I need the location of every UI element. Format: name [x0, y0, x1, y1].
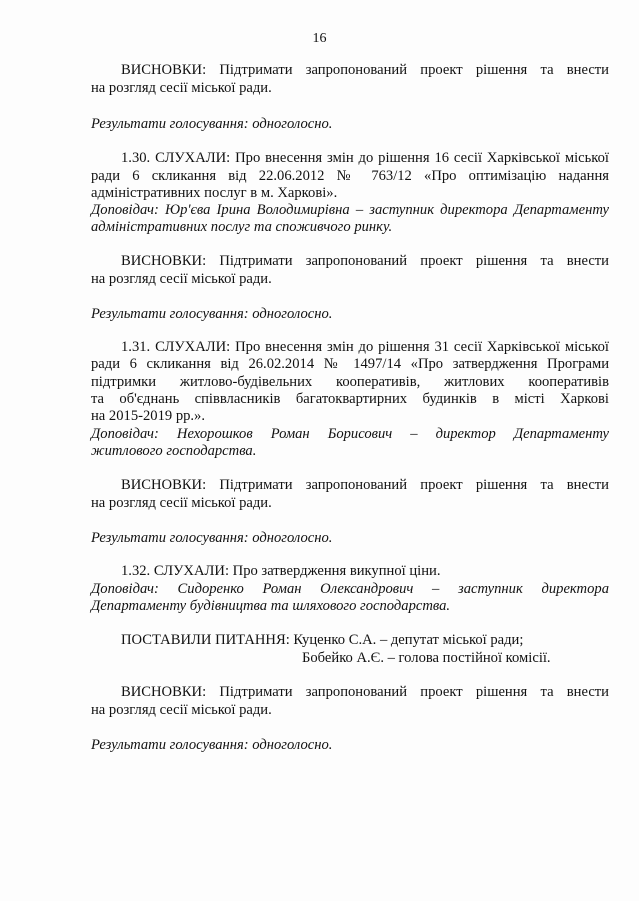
text-line: Результати голосування: одноголосно. — [91, 530, 333, 546]
text-line: Доповідач: Нехорошков Роман Борисович – директор Департаменту — [91, 426, 609, 442]
text-line: на розгляд сесії міської ради. — [91, 495, 272, 511]
text-line: Результати голосування: одноголосно. — [91, 737, 333, 753]
text-line: 1.30. СЛУХАЛИ: Про внесення змін до рішення 16 сесії Харківської міської — [121, 150, 609, 166]
text-line: Доповідач: Сидоренко Роман Олександрович – заступник директора — [91, 581, 609, 597]
text-line: на розгляд сесії міської ради. — [91, 271, 272, 287]
text-line: на розгляд сесії міської ради. — [91, 702, 272, 718]
text-line: ВИСНОВКИ: Підтримати запропонований проект рішення та внести — [121, 253, 609, 269]
text-line: та об'єднань співвласників багатоквартирних будинків в місті Харкові — [91, 391, 609, 407]
text-line: ВИСНОВКИ: Підтримати запропонований проект рішення та внести — [121, 684, 609, 700]
text-line: на розгляд сесії міської ради. — [91, 80, 272, 96]
text-line: ради 6 скликання від 22.06.2012 № 763/12 «Про оптимізацію надання — [91, 168, 609, 184]
text-line: житлового господарства. — [91, 443, 257, 459]
text-line: ВИСНОВКИ: Підтримати запропонований проект рішення та внести — [121, 62, 609, 78]
text-line: ВИСНОВКИ: Підтримати запропонований проект рішення та внести — [121, 477, 609, 493]
text-line: на 2015-2019 рр.». — [91, 408, 206, 424]
page-number: 16 — [312, 31, 327, 46]
text-line: ПОСТАВИЛИ ПИТАННЯ: Куценко С.А. – депутат міської ради; — [121, 632, 524, 648]
text-line: Доповідач: Юр'єва Ірина Володимирівна – заступник директора Департаменту — [91, 202, 609, 218]
text-line: Бобейко А.Є. – голова постійної комісії. — [302, 650, 551, 666]
text-line: 1.31. СЛУХАЛИ: Про внесення змін до рішення 31 сесії Харківської міської — [121, 339, 609, 355]
text-line: підтримки житлово-будівельних кооперативів, житлових кооперативів — [91, 374, 609, 390]
text-line: Результати голосування: одноголосно. — [91, 306, 333, 322]
text-line: Департаменту будівництва та шляхового господарства. — [91, 598, 451, 614]
text-line: адміністративних послуг та споживчого ринку. — [91, 219, 393, 235]
text-line: 1.32. СЛУХАЛИ: Про затвердження викупної ціни. — [121, 563, 441, 579]
text-line: Результати голосування: одноголосно. — [91, 116, 333, 132]
text-line: ради 6 скликання від 26.02.2014 № 1497/14 «Про затвердження Програми — [91, 356, 609, 372]
text-line: адміністративних послуг в м. Харкові». — [91, 185, 338, 201]
